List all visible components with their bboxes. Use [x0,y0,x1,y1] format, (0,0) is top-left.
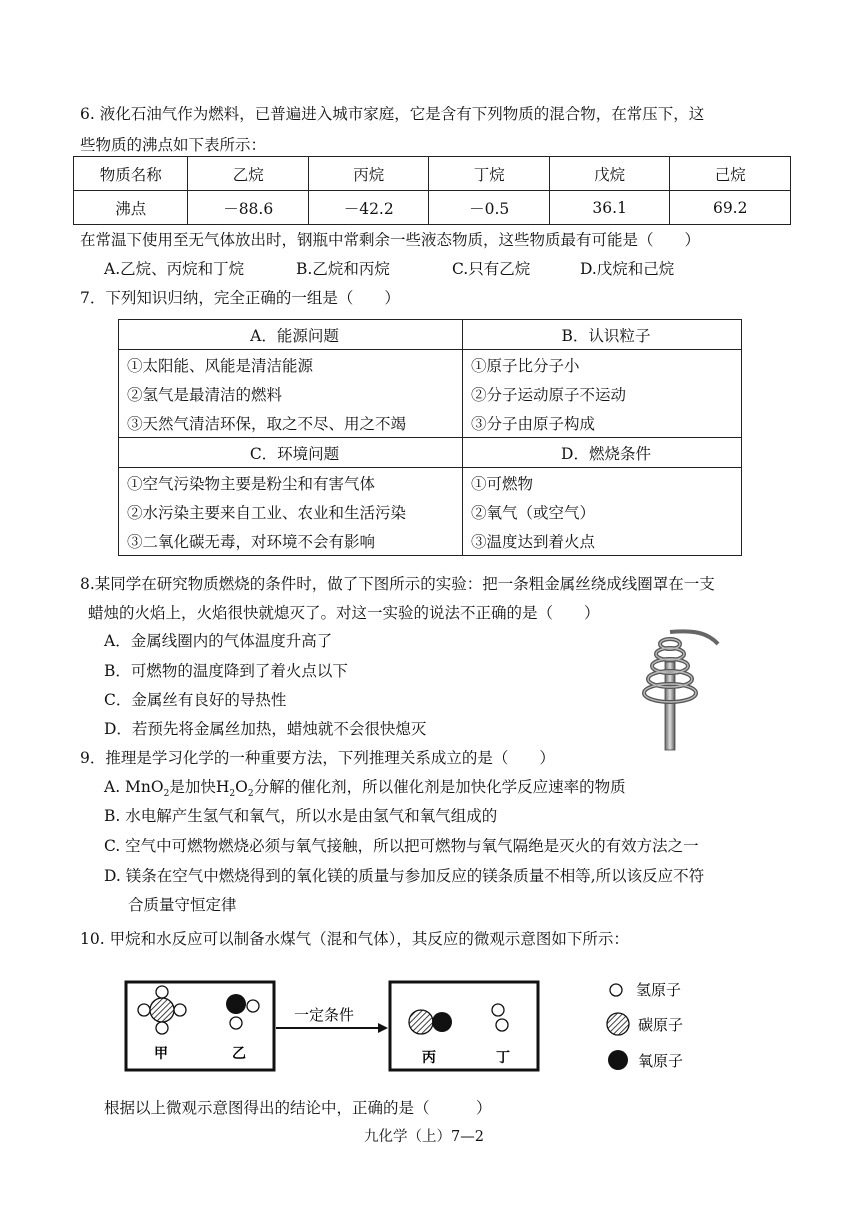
label-ding: 丁 [496,1050,510,1066]
q9-option-b: B. 水电解产生氢气和氧气，所以水是由氢气和氧气组成的 [104,807,498,825]
q8-option-b: B．可燃物的温度降到了着火点以下 [104,662,348,680]
table-cell: 沸点 [74,191,188,225]
page-footer: 九化学（上）7—2 [364,1129,484,1145]
q9-option-d-line2: 合质量守恒定律 [128,896,237,914]
table-header: 己烷 [670,157,791,191]
q6-option-c: C.只有乙烷 [452,260,531,278]
table-header: 戊烷 [549,157,670,191]
group-c-title: C．环境问题 [119,438,463,468]
reaction-microscopic-diagram [124,980,704,1079]
table-cell: －88.6 [188,191,309,225]
group-a-title: A．能源问题 [119,320,463,350]
table-cell: －0.5 [429,191,549,225]
group-b-item: ③分子由原子构成 [471,414,596,433]
label-bing: 丙 [422,1050,436,1066]
group-c-item: ①空气污染物主要是粉尘和有害气体 [119,468,463,498]
table-header: 物质名称 [74,157,188,191]
metal-coil-candle-illustration [632,622,724,756]
group-d-item: ②氧气（或空气） [471,503,596,522]
q8-option-a: A．金属线圈内的气体温度升高了 [104,632,333,650]
q6-option-d: D.戊烷和己烷 [580,260,675,278]
group-a-item: ①太阳能、风能是清洁能源 [119,350,463,380]
table-header: 丁烷 [429,157,549,191]
label-yi: 乙 [232,1046,246,1062]
table-cell: 69.2 [670,191,791,225]
label-jia: 甲 [154,1046,168,1062]
table-header: 乙烷 [188,157,309,191]
q9-option-d-line1: D. 镁条在空气中燃烧得到的氧化镁的质量与参加反应的镁条质量不相等,所以该反应不符 [104,867,705,885]
q6-option-b: B.乙烷和丙烷 [296,260,390,278]
q9-option-a: A. MnO$_2$是加快$H_2O_2$分解的催化剂，所以催化剂是加快化学反应速率的物质 [104,778,626,800]
q6-stem-line2: 些物质的沸点如下表所示： [80,136,267,154]
group-d-title: D．燃烧条件 [463,438,742,468]
q8-stem-line1: 8.某同学在研究物质燃烧的条件时，做了下图所示的实验：把一条粗金属丝绕成线圈罩在一支 [80,575,715,593]
group-c-item: ③二氧化碳无毒，对环境不会有影响 [119,526,463,556]
q9-stem: 9．推理是学习化学的一种重要方法，下列推理关系成立的是（ ） [80,749,555,767]
q6-stem-line1: 6. 液化石油气作为燃料，已普遍进入城市家庭，它是含有下列物质的混合物，在常压下，这 [80,105,705,123]
legend-hydrogen: 氢原子 [636,981,682,999]
group-a-item: ②氢气是最清洁的燃料 [119,379,463,408]
group-c-item: ②水污染主要来自工业、农业和生活污染 [119,497,463,526]
table-cell: 36.1 [549,191,670,225]
knowledge-table [118,319,742,556]
group-b-item: ②分子运动原子不运动 [471,385,627,404]
group-a-item: ③天然气清洁环保，取之不尽、用之不竭 [119,408,463,438]
group-d-item: ①可燃物 [463,468,742,498]
legend-carbon: 碳原子 [638,1016,684,1034]
q6-stem-line3: 在常温下使用至无气体放出时，钢瓶中常剩余一些液态物质，这些物质最有可能是（ ） [80,231,701,249]
q8-option-d: D．若预先将金属丝加热，蜡烛就不会很快熄灭 [104,720,427,738]
table-cell: －42.2 [308,191,429,225]
boiling-point-table [73,156,791,225]
legend-oxygen: 氧原子 [638,1052,684,1070]
table-header: 丙烷 [308,157,429,191]
q10-stem: 10. 甲烷和水反应可以制备水煤气（混和气体），其反应的微观示意图如下所示： [80,930,629,948]
arrow-label: 一定条件 [294,1006,355,1024]
q7-stem: 7．下列知识归纳，完全正确的一组是（ ） [80,289,400,307]
group-b-item: ①原子比分子小 [463,350,742,380]
q9-option-c: C. 空气中可燃物燃烧必须与氧气接触，所以把可燃物与氧气隔绝是灭火的有效方法之一 [104,837,699,855]
group-b-title: B．认识粒子 [561,326,651,345]
q6-option-a: A.乙烷、丙烷和丁烷 [104,260,245,278]
q8-stem-line2: 蜡烛的火焰上，火焰很快就熄灭了。对这一实验的说法不正确的是（ ） [88,604,600,622]
group-d-item: ③温度达到着火点 [471,532,596,551]
q10-conclusion: 根据以上微观示意图得出的结论中，正确的是（ ） [104,1099,492,1117]
q8-option-c: C．金属丝有良好的导热性 [104,691,287,709]
